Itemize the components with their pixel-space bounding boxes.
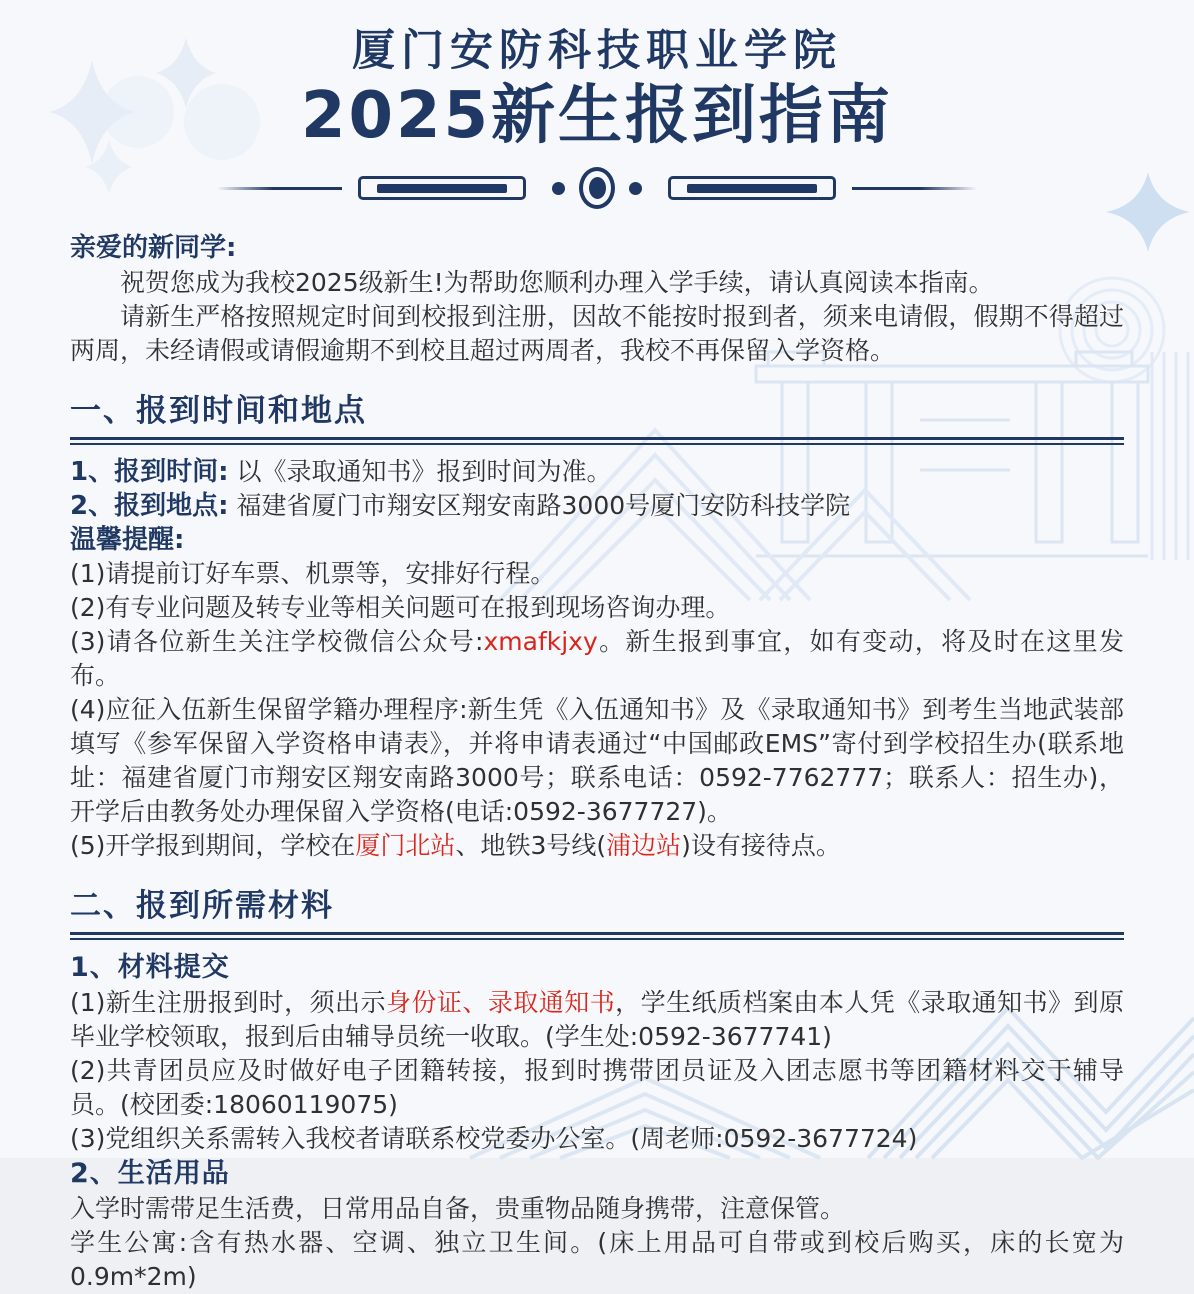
required-documents: 身份证、录取通知书 [385, 988, 616, 1017]
section2-heading: 二、报到所需材料 [70, 888, 334, 924]
wechat-account: xmafkjxy [483, 627, 598, 656]
divider-capsule-left [358, 176, 526, 200]
tip-5: (5)开学报到期间，学校在厦门北站、地铁3号线(浦边站)设有接待点。 [70, 831, 841, 860]
school-name: 厦门安防科技职业学院 [352, 26, 842, 76]
material-item-1: (1)新生注册报到时，须出示身份证、录取通知书，学生纸质档案由本人凭《录取通知书》到原毕业学校领取，报到后由辅导员统一收取。(学生处:0592-3677741) [70, 988, 1124, 1051]
divider-line-right [852, 187, 977, 190]
daily-necessities-sublabel: 2、生活用品 [70, 1158, 230, 1189]
tips-label: 温馨提醒: [70, 525, 185, 555]
page-title: 2025新生报到指南 [300, 79, 894, 153]
section1-rule [70, 437, 1124, 445]
section2-rule [70, 932, 1124, 940]
salutation: 亲爱的新同学: [70, 233, 237, 263]
divider-dot [552, 182, 565, 195]
report-place-line: 2、报到地点: 福建省厦门市翔安区翔安南路3000号厦门安防科技学院 [70, 491, 851, 521]
life-tip-2: 学生公寓:含有热水器、空调、独立卫生间。(床上用品可自带或到校后购买，床的长宽为0.9m*2m) [70, 1228, 1124, 1291]
tip-1: (1)请提前订好车票、机票等，安排好行程。 [70, 559, 556, 588]
divider-dot [629, 182, 642, 195]
materials-sublabel: 1、材料提交 [70, 952, 230, 983]
section1-list [70, 455, 1124, 863]
report-time-line: 1、报到时间: 以《录取通知书》报到时间为准。 [70, 457, 612, 487]
poster-header [0, 0, 1194, 208]
material-item-3: (3)党组织关系需转入我校者请联系校党委办公室。(周老师:0592-3677724) [70, 1124, 918, 1153]
section2-list [70, 950, 1124, 1294]
section1-heading: 一、报到时间和地点 [70, 393, 367, 429]
life-tip-1: 入学时需带足生活费，日常用品自备，贵重物品随身携带，注意保管。 [70, 1194, 846, 1223]
divider-capsule-right [668, 176, 836, 200]
station-pubian: 浦边站 [606, 831, 682, 860]
intro-paragraph-1: 祝贺您成为我校2025级新生!为帮助您顺利办理入学手续，请认真阅读本指南。 [120, 268, 994, 297]
title-divider [217, 168, 977, 208]
intro-paragraph-2: 请新生严格按照规定时间到校报到注册，因故不能按时报到者，须来电请假，假期不得超过两周，未经请假或请假逾期不到校且超过两周者，我校不再保留入学资格。 [70, 302, 1124, 365]
divider-line-left [217, 187, 342, 190]
report-place-label: 2、报到地点: [70, 491, 229, 521]
station-north: 厦门北站 [355, 831, 456, 860]
material-item-2: (2)共青团员应及时做好电子团籍转接，报到时携带团员证及入团志愿书等团籍材料交于辅导员。(校团委:18060119075) [70, 1056, 1124, 1119]
divider-ring [579, 167, 615, 209]
report-time-label: 1、报到时间: [70, 457, 229, 487]
tip-3: (3)请各位新生关注学校微信公众号:xmafkjxy。新生报到事宜，如有变动，将及时在这里发布。 [70, 627, 1124, 690]
tip-2: (2)有专业问题及转专业等相关问题可在报到现场咨询办理。 [70, 593, 731, 622]
tips-label-line [70, 523, 1124, 557]
tip-4: (4)应征入伍新生保留学籍办理程序:新生凭《入伍通知书》及《录取通知书》到考生当地武装部填写《参军保留入学资格申请表》，并将申请表通过“中国邮政EMS”寄付到学校招生办(联系地址：福建省厦门市翔安区翔安南路3000号；联系电话：0592-7762777；联系人：招生办)，开学后由教务处办理保留入学资格(电话:0592-3677727)。 [70, 695, 1124, 826]
document-body [70, 230, 1124, 1294]
